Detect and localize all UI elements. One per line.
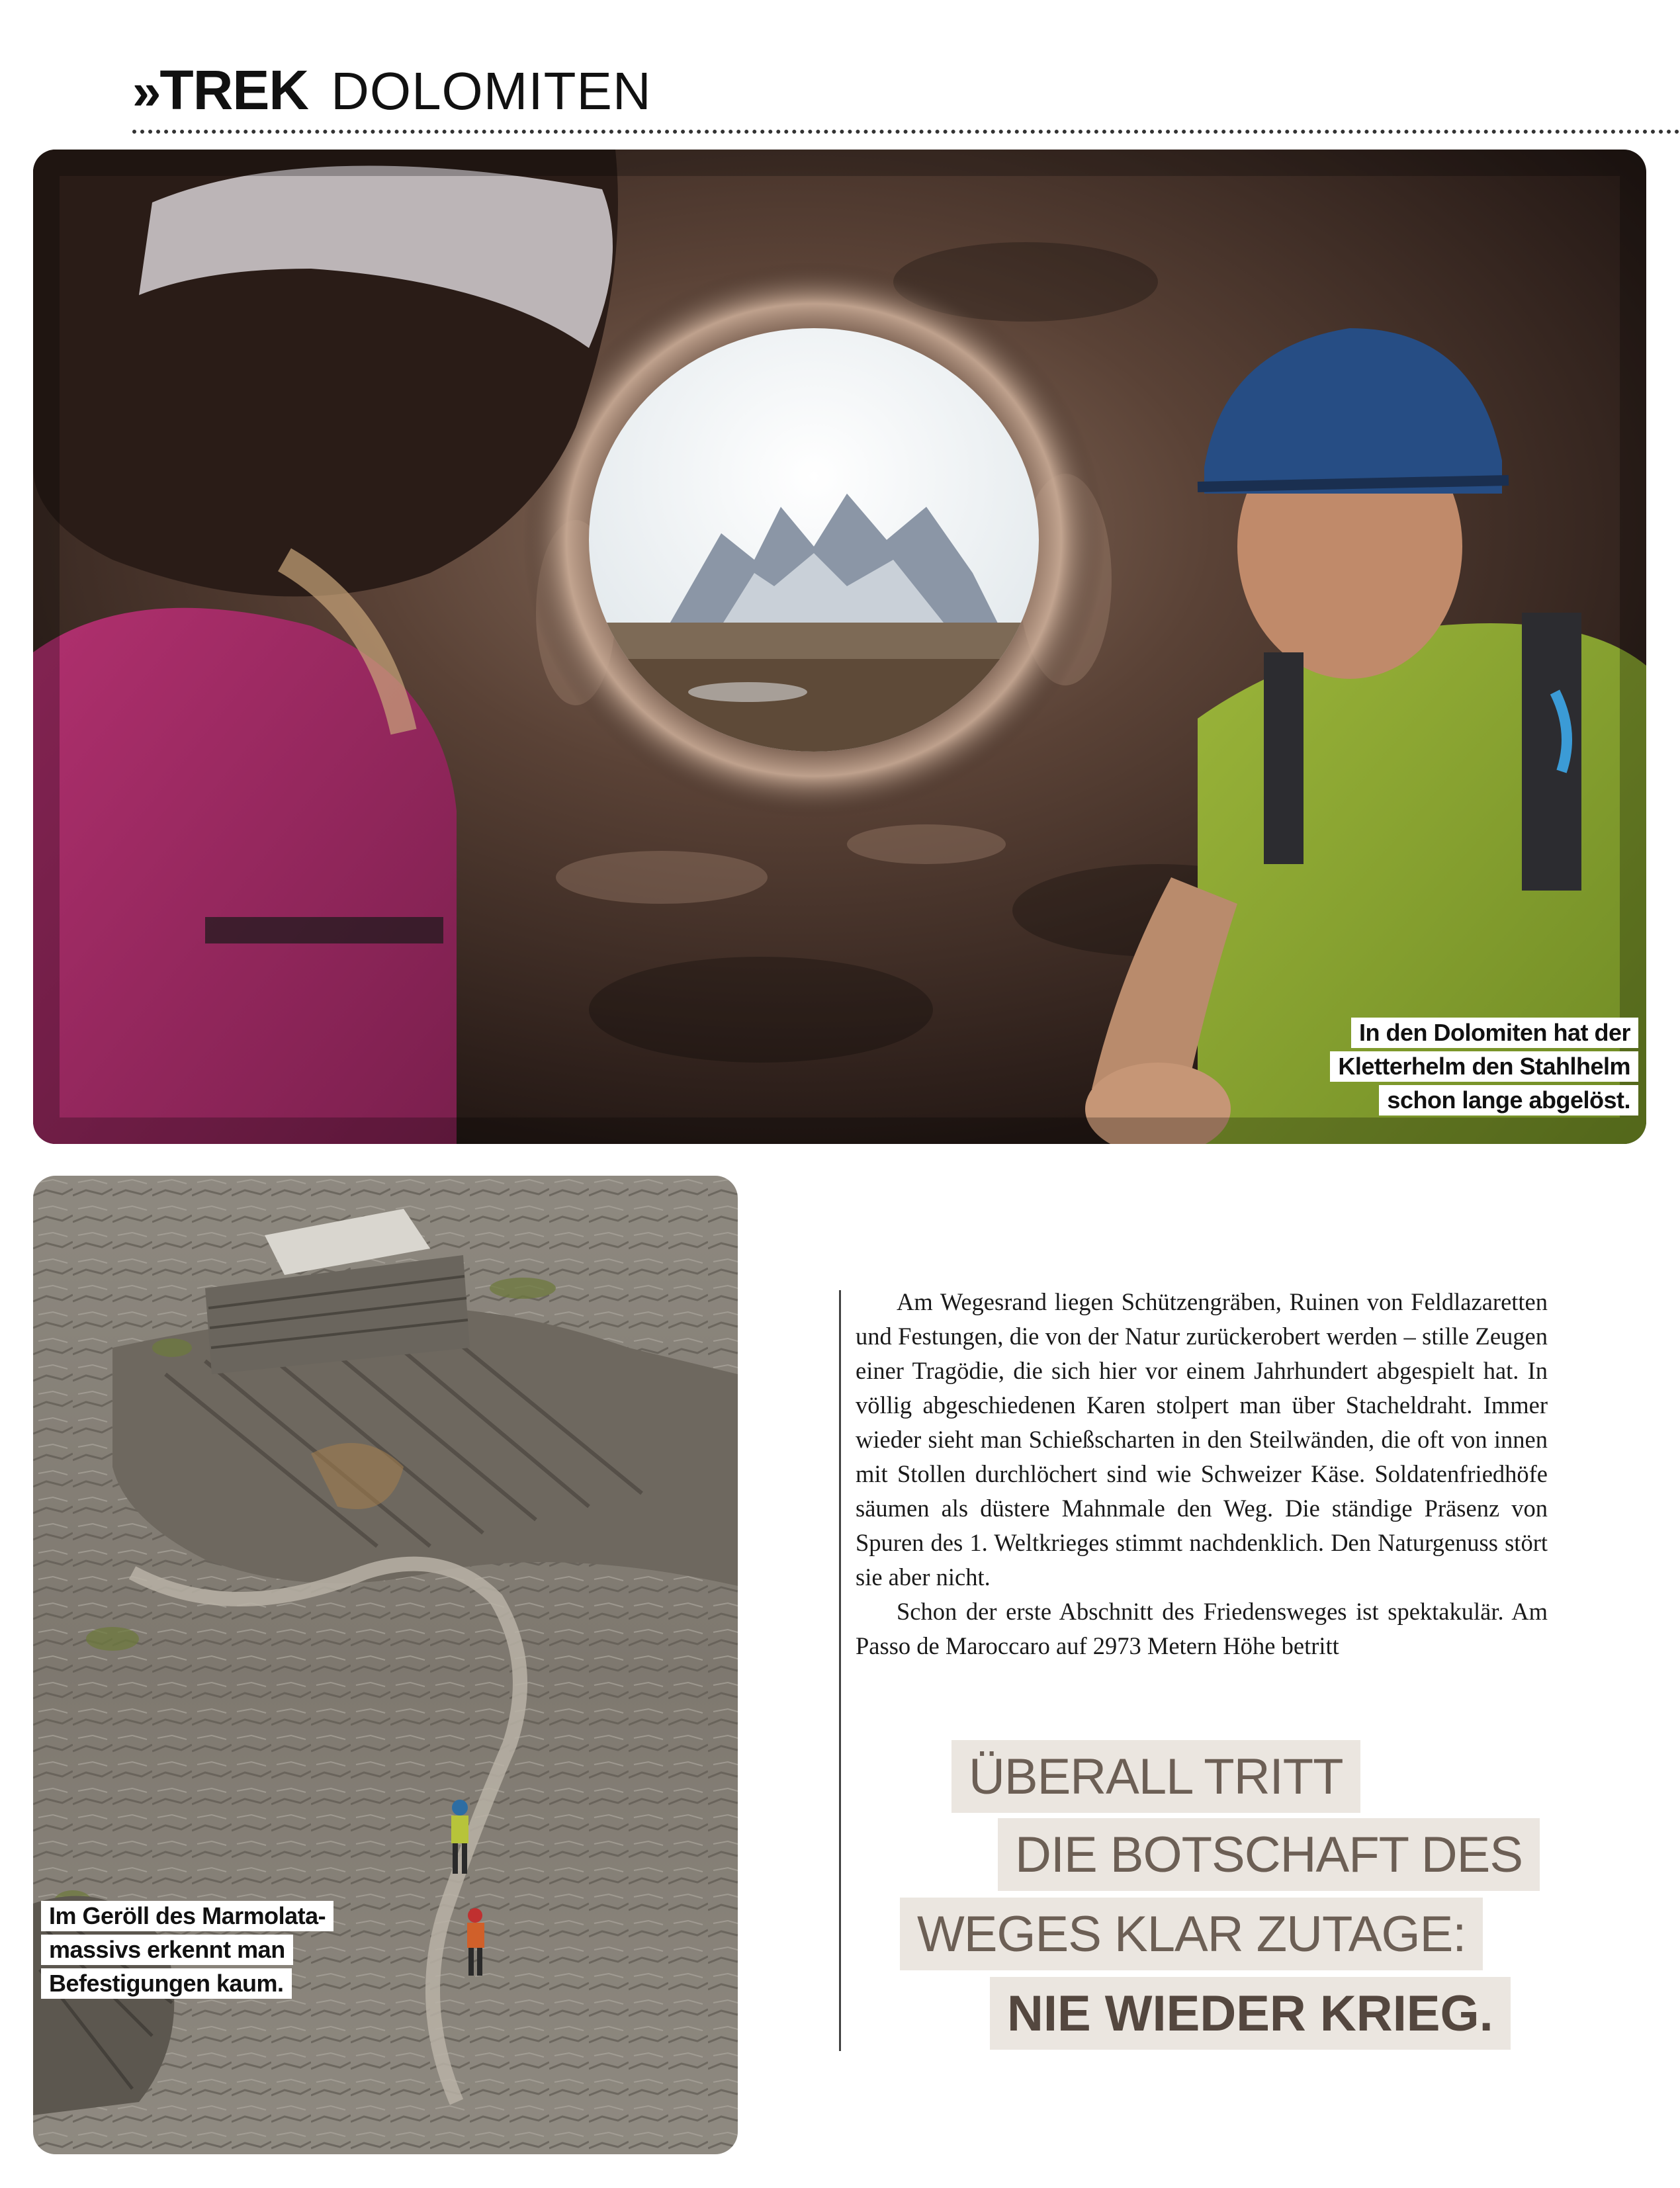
caption-line: massivs erkennt man <box>41 1935 293 1965</box>
article-paragraph: Am Wegesrand liegen Schützengräben, Ruinen von Feldlazaretten und Festungen, die von der Natur zurückerobert werden – stille Zeugen einer Tragödie, die sich hier vor einem Jahrhundert abgespielt hat. In völlig abgeschiedenen Karen stolpert man über Stacheldraht. Immer wieder sieht man Schießscharten in den Steilwänden, die oft von innen mit Stollen durchlöchert sind wie Schweizer Käse. Soldatenfriedhöfe säumen als düstere Mahnmale den Weg. Die ständige Präsenz von Spuren des 1. Weltkrieges stimmt nachdenklich. Den Naturgenuss stört sie aber nicht. <box>856 1288 1548 1591</box>
caption-line: Kletterhelm den Stahlhelm <box>1330 1051 1638 1082</box>
column-rule <box>839 1290 841 2051</box>
caption-line: schon lange abgelöst. <box>1379 1085 1638 1116</box>
pull-quote-line: ÜBERALL TRITT <box>951 1740 1360 1813</box>
header-dotted-rule <box>132 130 1680 134</box>
section-title: TREK <box>159 59 309 121</box>
pull-quote-line: DIE BOTSCHAFT DES <box>998 1818 1540 1891</box>
left-photo-caption <box>41 1901 333 2002</box>
tunnel-window-photo <box>33 150 1646 1144</box>
article-paragraph: Schon der erste Abschnitt des Friedensweges ist spektakulär. Am Passo de Maroccaro auf 2973 Metern Höhe betritt <box>856 1598 1548 1659</box>
tunnel-window-illustration <box>33 150 1646 1144</box>
scree-slope-illustration <box>33 1176 738 2154</box>
pull-quote-line: WEGES KLAR ZUTAGE: <box>900 1898 1483 1970</box>
pull-quote-emphasis: NIE WIEDER KRIEG. <box>990 1977 1511 2050</box>
caption-line: Im Geröll des Marmolata- <box>41 1901 333 1931</box>
top-photo-caption <box>1330 1018 1638 1119</box>
article-body <box>856 1285 1548 1663</box>
section-header <box>132 58 652 124</box>
caption-line: Befestigungen kaum. <box>41 1968 292 1999</box>
section-topic: DOLOMITEN <box>331 62 652 120</box>
marmolata-scree-photo <box>33 1176 738 2154</box>
section-marker: » <box>132 62 160 120</box>
caption-line: In den Dolomiten hat der <box>1351 1018 1638 1048</box>
